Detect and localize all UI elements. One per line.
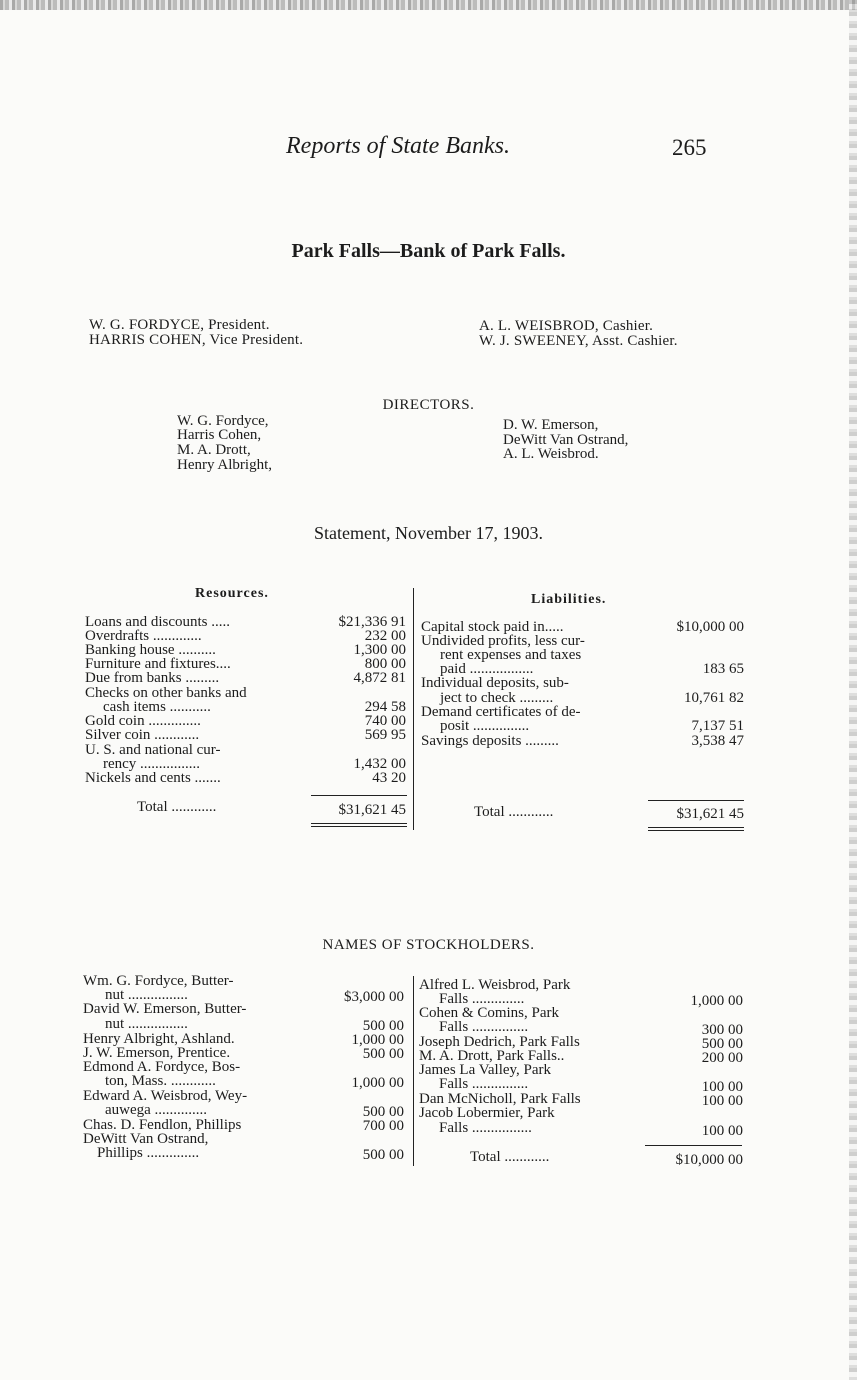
liability-line: Demand certificates of de- bbox=[421, 704, 581, 720]
stockholder-amount: 300 00 bbox=[701, 1022, 743, 1038]
stockholder-line: Edmond A. Fordyce, Bos- bbox=[83, 1059, 241, 1075]
scanned-top-edge bbox=[0, 0, 857, 10]
running-head: Reports of State Banks. bbox=[286, 133, 510, 159]
resource-line: Banking house .......... bbox=[85, 642, 216, 658]
stockholder-line: nut ................ bbox=[105, 987, 188, 1003]
stockholder-amount: 500 00 bbox=[362, 1104, 404, 1120]
resource-amount: 294 58 bbox=[364, 699, 406, 715]
resource-amount: 232 00 bbox=[364, 628, 406, 644]
director-item: DeWitt Van Ostrand, bbox=[503, 432, 629, 448]
director-item: A. L. Weisbrod. bbox=[503, 446, 599, 462]
statement-date: Statement, November 17, 1903. bbox=[314, 523, 543, 543]
resource-amount: 569 95 bbox=[364, 727, 406, 743]
stockholder-amount: $3,000 00 bbox=[344, 989, 404, 1005]
director-item: Harris Cohen, bbox=[177, 427, 262, 443]
stockholders-total: $10,000 00 bbox=[675, 1152, 743, 1168]
liability-line: Individual deposits, sub- bbox=[421, 675, 569, 691]
liabilities-double-rule bbox=[648, 830, 744, 831]
stockholder-line: ton, Mass. ............ bbox=[105, 1073, 216, 1089]
stockholder-amount: 500 00 bbox=[362, 1046, 404, 1062]
liability-amount: 3,538 47 bbox=[691, 733, 744, 749]
liabilities-total-label: Total ............ bbox=[474, 804, 554, 820]
director-item: D. W. Emerson, bbox=[503, 417, 599, 433]
stockholder-line: Joseph Dedrich, Park Falls bbox=[419, 1034, 580, 1050]
resource-line: rency ................ bbox=[103, 756, 201, 772]
director-item: W. G. Fordyce, bbox=[177, 413, 269, 429]
officer-president: W. G. FORDYCE, President. bbox=[89, 317, 270, 333]
stockholder-line: Falls ............... bbox=[439, 1076, 529, 1092]
liability-line: rent expenses and taxes bbox=[440, 647, 582, 663]
resource-amount: 800 00 bbox=[364, 656, 406, 672]
resource-amount: 1,300 00 bbox=[353, 642, 406, 658]
column-divider bbox=[413, 588, 414, 830]
liability-line: paid ................. bbox=[440, 661, 534, 677]
resources-heading: Resources. bbox=[195, 586, 269, 601]
liability-line: Capital stock paid in..... bbox=[421, 619, 564, 635]
resource-amount: 4,872 81 bbox=[353, 670, 406, 686]
stockholder-line: J. W. Emerson, Prentice. bbox=[83, 1045, 231, 1061]
liability-line: Undivided profits, less cur- bbox=[421, 633, 585, 649]
stockholder-line: James La Valley, Park bbox=[419, 1062, 552, 1078]
stockholder-amount: 200 00 bbox=[701, 1050, 743, 1066]
director-item: M. A. Drott, bbox=[177, 442, 251, 458]
resource-line: Due from banks ......... bbox=[85, 670, 220, 686]
resources-double-rule bbox=[311, 826, 407, 827]
resource-amount: $21,336 91 bbox=[338, 614, 406, 630]
resource-line: U. S. and national cur- bbox=[85, 742, 221, 758]
resources-double-rule bbox=[311, 823, 407, 824]
stockholder-line: nut ................ bbox=[105, 1016, 188, 1032]
resource-line: Gold coin .............. bbox=[85, 713, 201, 729]
liability-line: Savings deposits ......... bbox=[421, 733, 559, 749]
liability-amount: 183 65 bbox=[702, 661, 744, 677]
resource-line: Nickels and cents ....... bbox=[85, 770, 221, 786]
liability-line: ject to check ......... bbox=[440, 690, 554, 706]
stockholder-line: M. A. Drott, Park Falls.. bbox=[419, 1048, 565, 1064]
stockholder-line: Falls .............. bbox=[439, 991, 525, 1007]
resource-line: Furniture and fixtures.... bbox=[85, 656, 231, 672]
stockholder-line: Phillips .............. bbox=[97, 1145, 200, 1161]
resource-line: Loans and discounts ..... bbox=[85, 614, 230, 630]
stockholder-amount: 500 00 bbox=[701, 1036, 743, 1052]
stockholder-line: DeWitt Van Ostrand, bbox=[83, 1131, 209, 1147]
resources-total-rule bbox=[311, 795, 407, 796]
stockholder-amount: 500 00 bbox=[362, 1018, 404, 1034]
liability-amount: $10,000 00 bbox=[676, 619, 744, 635]
stockholders-column-divider bbox=[413, 976, 414, 1166]
officer-vice-president: HARRIS COHEN, Vice President. bbox=[89, 332, 304, 348]
bank-title: Park Falls—Bank of Park Falls. bbox=[291, 240, 566, 262]
stockholder-amount: 100 00 bbox=[701, 1093, 743, 1109]
officer-asst-cashier: W. J. SWEENEY, Asst. Cashier. bbox=[479, 333, 678, 349]
resource-line: cash items ........... bbox=[103, 699, 211, 715]
stockholder-amount: 100 00 bbox=[701, 1079, 743, 1095]
stockholder-line: Chas. D. Fendlon, Phillips bbox=[83, 1117, 242, 1133]
scanned-right-edge bbox=[849, 0, 857, 1380]
resources-total-label: Total ............ bbox=[137, 799, 217, 815]
officer-cashier: A. L. WEISBROD, Cashier. bbox=[479, 318, 654, 334]
liabilities-total-rule bbox=[648, 800, 744, 801]
resource-amount: 43 20 bbox=[372, 770, 406, 786]
stockholder-line: auwega .............. bbox=[105, 1102, 208, 1118]
stockholder-amount: 100 00 bbox=[701, 1123, 743, 1139]
stockholder-amount: 1,000 00 bbox=[690, 993, 743, 1009]
resource-amount: 740 00 bbox=[364, 713, 406, 729]
stockholder-amount: 1,000 00 bbox=[351, 1075, 404, 1091]
resource-line: Checks on other banks and bbox=[85, 685, 247, 701]
resource-amount: 1,432 00 bbox=[353, 756, 406, 772]
stockholder-line: Dan McNicholl, Park Falls bbox=[419, 1091, 581, 1107]
stockholders-total-label: Total ............ bbox=[470, 1149, 550, 1165]
stockholder-amount: 1,000 00 bbox=[351, 1032, 404, 1048]
stockholder-amount: 500 00 bbox=[362, 1147, 404, 1163]
liability-amount: 10,761 82 bbox=[684, 690, 744, 706]
stockholders-total-rule bbox=[645, 1145, 742, 1146]
liabilities-double-rule bbox=[648, 827, 744, 828]
stockholders-heading: NAMES OF STOCKHOLDERS. bbox=[322, 937, 535, 953]
stockholder-line: Henry Albright, Ashland. bbox=[83, 1031, 235, 1047]
liabilities-heading: Liabilities. bbox=[531, 592, 607, 607]
liabilities-total: $31,621 45 bbox=[676, 806, 744, 822]
director-item: Henry Albright, bbox=[177, 457, 272, 473]
page-number: 265 bbox=[672, 135, 707, 160]
directors-heading: DIRECTORS. bbox=[382, 397, 475, 413]
resource-line: Overdrafts ............. bbox=[85, 628, 202, 644]
stockholder-line: Falls ................ bbox=[439, 1120, 532, 1136]
liability-amount: 7,137 51 bbox=[691, 718, 744, 734]
liability-line: posit ............... bbox=[440, 718, 530, 734]
resource-line: Silver coin ............ bbox=[85, 727, 200, 743]
stockholder-line: David W. Emerson, Butter- bbox=[83, 1001, 247, 1017]
stockholder-line: Falls ............... bbox=[439, 1019, 529, 1035]
stockholder-line: Jacob Lobermier, Park bbox=[419, 1105, 555, 1121]
resources-total: $31,621 45 bbox=[338, 802, 406, 818]
stockholder-amount: 700 00 bbox=[362, 1118, 404, 1134]
stockholder-line: Wm. G. Fordyce, Butter- bbox=[83, 973, 234, 989]
stockholder-line: Cohen & Comins, Park bbox=[419, 1005, 560, 1021]
stockholder-line: Alfred L. Weisbrod, Park bbox=[419, 977, 571, 993]
stockholder-line: Edward A. Weisbrod, Wey- bbox=[83, 1088, 248, 1104]
